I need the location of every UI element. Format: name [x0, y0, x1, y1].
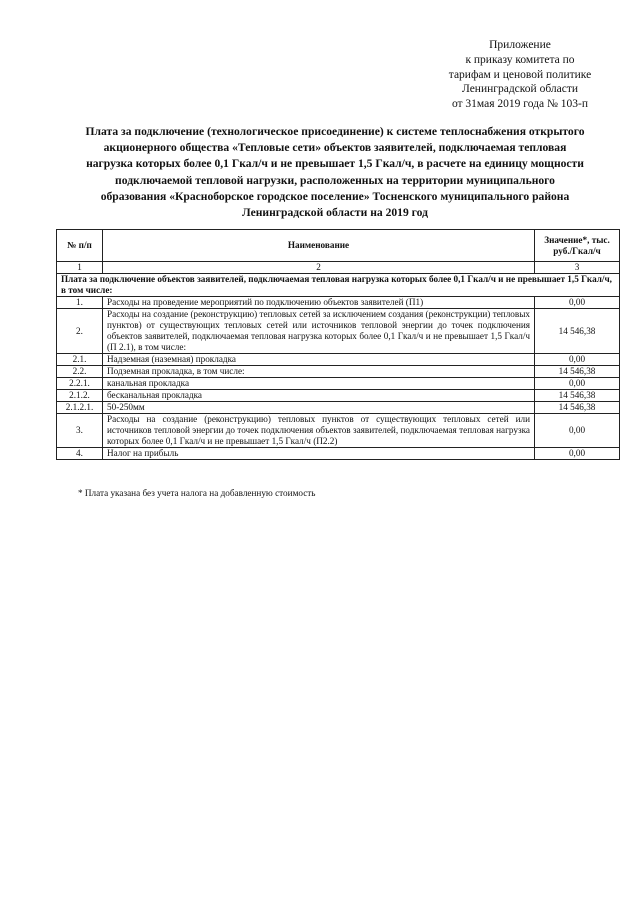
table-row [57, 448, 620, 460]
appendix-block [420, 38, 620, 112]
row-name: бесканальная прокладка [103, 390, 535, 402]
section-title: Плата за подключение объектов заявителей, подключаемая тепловая нагрузка которых более 0,1 Гкал/ч и не превышает 1,5 Гкал/ч, в том числе: [57, 274, 620, 297]
row-name: Подземная прокладка, в том числе: [103, 366, 535, 378]
row-value: 0,00 [535, 354, 620, 366]
title-line: нагрузка которых более 0,1 Гкал/ч и не превышает 1,5 Гкал/ч, в расчете на единицу мощности [86, 157, 584, 171]
appendix-line: от 31мая 2019 года № 103-п [451, 98, 589, 111]
row-name: канальная прокладка [103, 378, 535, 390]
tariff-table [56, 229, 620, 460]
row-num: 2. [57, 309, 103, 354]
row-num: 2.1.2.1. [57, 402, 103, 414]
section-row [57, 274, 620, 297]
row-num: 3. [57, 414, 103, 448]
title-line: Плата за подключение (технологическое присоединение) к системе теплоснабжения открытого [85, 125, 585, 138]
row-num: 2.2. [57, 366, 103, 378]
row-value: 14 546,38 [535, 390, 620, 402]
row-value: 0,00 [535, 448, 620, 460]
row-value: 0,00 [535, 297, 620, 309]
row-num: 2.1.2. [57, 390, 103, 402]
row-name: Расходы на создание (реконструкцию) тепловых пунктов от существующих тепловых сетей или источников тепловой энергии до точек подключения объектов заявителей, подключаемая тепловая нагрузка которых более 0,1 Гкал/ч и не превышает 1,5 Гкал/ч (П2.2) [103, 414, 535, 448]
title-line: Ленинградской области на 2019 год [242, 206, 428, 220]
column-number: 1 [57, 262, 103, 274]
table-row [57, 309, 620, 354]
table-row [57, 297, 620, 309]
row-num: 1. [57, 297, 103, 309]
title-line: акционерного общества «Тепловые сети» объектов заявителей, подключаемая тепловая [103, 141, 567, 155]
title-line: образования «Красноборское городское поселение» Тосненского муниципального района [100, 189, 570, 203]
table-header-row [57, 230, 620, 262]
row-name: Расходы на проведение мероприятий по подключению объектов заявителей (П1) [103, 297, 535, 309]
footnote: * Плата указана без учета налога на добавленную стоимость [78, 488, 316, 498]
column-number-row [57, 262, 620, 274]
row-name: Налог на прибыль [103, 448, 535, 460]
column-number: 2 [103, 262, 535, 274]
row-value: 14 546,38 [535, 309, 620, 354]
appendix-line: Ленинградской области [461, 83, 579, 96]
table-row [57, 390, 620, 402]
row-value: 14 546,38 [535, 366, 620, 378]
column-number: 3 [535, 262, 620, 274]
row-value: 14 546,38 [535, 402, 620, 414]
row-num: 2.2.1. [57, 378, 103, 390]
table-row [57, 354, 620, 366]
document-title [52, 124, 618, 221]
row-name: Надземная (наземная) прокладка [103, 354, 535, 366]
header-name: Наименование [103, 230, 535, 262]
table-row [57, 402, 620, 414]
row-name: 50-250мм [103, 402, 535, 414]
row-num: 4. [57, 448, 103, 460]
appendix-line: к приказу комитета по [465, 53, 575, 66]
row-name: Расходы на создание (реконструкцию) тепловых сетей за исключением создания (реконструкции) тепловых пунктов) от существующих тепловых сетей или источников тепловой энергии до точек подключения объектов заявителей, подключаемая тепловая нагрузка которых более 0,1 Гкал/ч и не превышает 1,5 Гкал/ч (П 2.1), в том числе: [103, 309, 535, 354]
row-num: 2.1. [57, 354, 103, 366]
title-line: подключаемой тепловой нагрузки, расположенных на территории муниципального [115, 173, 555, 187]
appendix-line: Приложение [489, 39, 551, 51]
row-value: 0,00 [535, 414, 620, 448]
table-row [57, 378, 620, 390]
header-value: Значение*, тыс. руб./Гкал/ч [535, 230, 620, 262]
table-row [57, 366, 620, 378]
table-row [57, 414, 620, 448]
row-value: 0,00 [535, 378, 620, 390]
appendix-line: тарифам и ценовой политике [448, 68, 592, 81]
header-num: № п/п [57, 230, 103, 262]
